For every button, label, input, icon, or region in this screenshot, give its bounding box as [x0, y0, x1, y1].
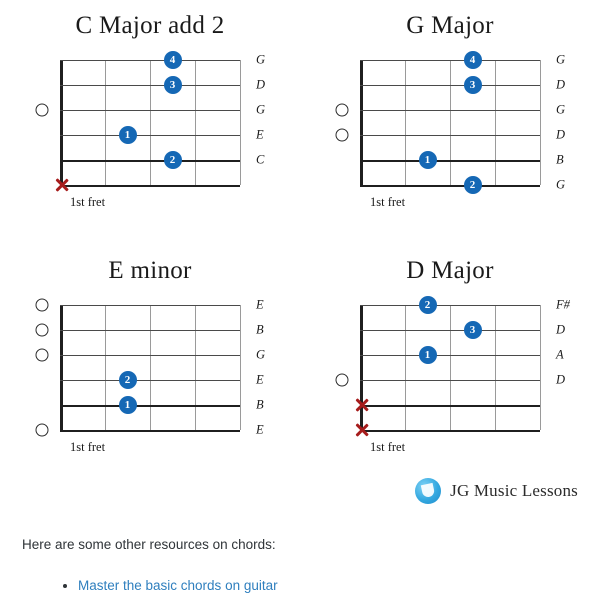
chord-card-2: [0, 245, 300, 460]
chord-diagram: [25, 40, 275, 209]
string-line: [60, 305, 240, 306]
string-line: [360, 380, 540, 381]
fretboard: [360, 52, 566, 192]
finger-dot: 2: [119, 371, 137, 389]
string-line: [360, 160, 540, 162]
nut: [60, 60, 63, 185]
fret-line: [495, 305, 496, 430]
nut: [360, 60, 363, 185]
chord-card-3: [300, 245, 600, 460]
string-note-label: D: [556, 372, 566, 387]
resource-link[interactable]: Master the basic chords on guitar: [78, 578, 278, 593]
string-note-label: F#: [556, 297, 570, 312]
string-line: [60, 405, 240, 407]
chord-title: G Major: [406, 12, 494, 39]
fret-line: [450, 305, 451, 430]
string-line: [360, 85, 540, 86]
finger-dot: 2: [464, 176, 482, 194]
finger-dot: 3: [164, 76, 182, 94]
fret-label: 1st fret: [370, 195, 406, 209]
brand-logo: [415, 478, 578, 504]
brand-name: JG Music Lessons: [450, 481, 578, 500]
string-note-label: G: [556, 177, 566, 192]
string-note-label: B: [556, 152, 564, 167]
open-string-icon: [36, 104, 49, 117]
fret-line: [195, 60, 196, 185]
string-line: [360, 430, 540, 432]
open-string-icon: [336, 374, 349, 387]
string-note-label: G: [556, 102, 566, 117]
fret-line: [105, 60, 106, 185]
fretboard: [60, 297, 266, 437]
fret-line: [540, 305, 541, 430]
fret-label: 1st fret: [70, 440, 106, 454]
string-line: [60, 135, 240, 136]
string-line: [60, 110, 240, 111]
finger-dot: 2: [164, 151, 182, 169]
chord-diagram: [325, 40, 575, 209]
chord-card-0: [0, 0, 300, 245]
list-item: [78, 578, 278, 593]
chord-title: D Major: [406, 257, 494, 284]
finger-dot: 1: [119, 126, 137, 144]
string-line: [60, 430, 240, 432]
string-note-label: G: [556, 52, 566, 67]
string-line: [360, 60, 540, 61]
water-drop-icon: [415, 478, 441, 504]
finger-dot: 3: [464, 76, 482, 94]
string-note-label: E: [256, 297, 264, 312]
string-line: [360, 135, 540, 136]
fretboard: [360, 297, 570, 430]
finger-dot: 4: [164, 51, 182, 69]
fret-line: [240, 60, 241, 185]
fret-label: 1st fret: [70, 195, 106, 209]
string-line: [60, 160, 240, 162]
fret-line: [195, 305, 196, 430]
string-note-label: D: [556, 77, 566, 92]
finger-dot: 1: [119, 396, 137, 414]
finger-dot: 3: [464, 321, 482, 339]
resource-list: [22, 578, 278, 593]
fret-line: [405, 60, 406, 185]
fret-label: 1st fret: [370, 440, 406, 454]
fret-line: [540, 60, 541, 185]
string-note-label: D: [556, 127, 566, 142]
string-line: [60, 355, 240, 356]
chord-diagram: [25, 285, 275, 454]
finger-dot: 4: [464, 51, 482, 69]
string-line: [360, 405, 540, 407]
string-note-label: G: [256, 52, 266, 67]
fret-line: [150, 60, 151, 185]
open-string-icon: [336, 129, 349, 142]
string-line: [360, 355, 540, 356]
fret-line: [405, 305, 406, 430]
open-string-icon: [36, 349, 49, 362]
open-string-icon: [36, 424, 49, 437]
string-note-label: D: [256, 77, 266, 92]
intro-paragraph: Here are some other resources on chords:: [22, 537, 276, 552]
string-line: [60, 85, 240, 86]
fret-line: [495, 60, 496, 185]
chord-card-1: [300, 0, 600, 245]
string-line: [60, 330, 240, 331]
fretboard: [60, 52, 266, 185]
finger-dot: 2: [419, 296, 437, 314]
string-note-label: E: [256, 372, 264, 387]
finger-dot: 1: [419, 151, 437, 169]
open-string-icon: [36, 299, 49, 312]
open-string-icon: [336, 104, 349, 117]
string-note-label: G: [256, 347, 266, 362]
string-line: [60, 185, 240, 187]
fret-line: [240, 305, 241, 430]
chord-title: C Major add 2: [75, 12, 225, 39]
chord-title: E minor: [108, 257, 192, 284]
open-string-icon: [36, 324, 49, 337]
fret-line: [150, 305, 151, 430]
string-note-label: C: [256, 152, 265, 167]
chord-diagram: [325, 285, 575, 454]
string-line: [360, 185, 540, 187]
string-line: [60, 60, 240, 61]
string-line: [360, 305, 540, 306]
string-note-label: B: [256, 397, 264, 412]
muted-string-icon: [354, 397, 370, 413]
string-note-label: G: [256, 102, 266, 117]
muted-string-icon: [54, 177, 70, 193]
finger-dot: 1: [419, 346, 437, 364]
string-note-label: B: [256, 322, 264, 337]
nut: [60, 305, 63, 430]
string-line: [360, 110, 540, 111]
string-line: [360, 330, 540, 331]
fret-line: [105, 305, 106, 430]
fret-line: [450, 60, 451, 185]
string-line: [60, 380, 240, 381]
string-note-label: A: [556, 347, 564, 362]
string-note-label: D: [556, 322, 566, 337]
string-note-label: E: [256, 127, 264, 142]
string-note-label: E: [256, 422, 264, 437]
muted-string-icon: [354, 422, 370, 438]
